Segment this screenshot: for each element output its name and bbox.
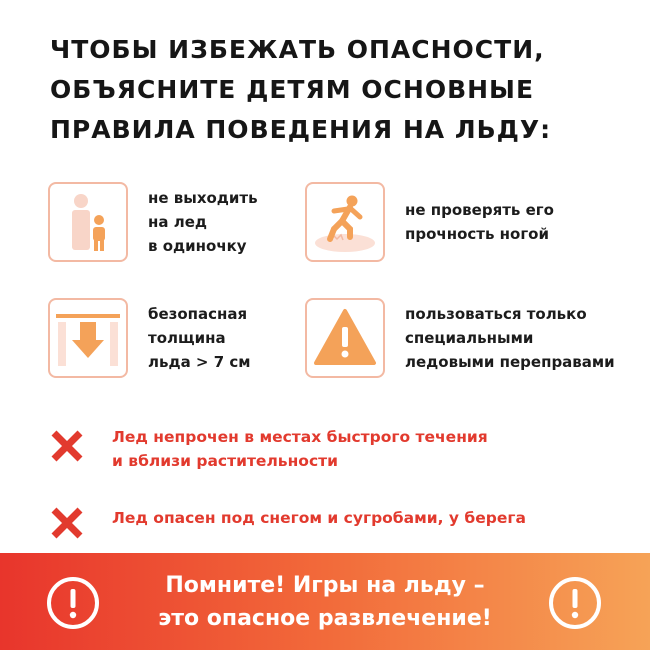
title-line-1: ЧТОБЫ ИЗБЕЖАТЬ ОПАСНОСТИ, — [50, 35, 545, 64]
exclamation-circle-icon — [46, 576, 100, 630]
title-line-3: ПРАВИЛА ПОВЕДЕНИЯ НА ЛЬДУ: — [50, 115, 552, 144]
warning-text: Лед непрочен в местах быстрого течения и вблизи растительности — [112, 428, 488, 470]
cross-icon — [50, 506, 84, 540]
rule-text: не проверять его прочность ногой — [405, 201, 554, 243]
rule-ice-thickness — [48, 298, 251, 378]
rule-icon-box — [305, 298, 385, 378]
cross-icon — [50, 429, 84, 463]
rule-icon-box — [305, 182, 385, 262]
page-title — [50, 30, 610, 150]
warning-under-snow — [50, 502, 526, 540]
reminder-banner — [0, 553, 650, 650]
exclamation-circle-icon — [548, 576, 602, 630]
rule-icon-box — [48, 298, 128, 378]
warning-text: Лед опасен под снегом и сугробами, у берега — [112, 509, 526, 527]
rule-text: не выходить на лед в одиночку — [148, 189, 258, 255]
rule-no-foot-test — [305, 182, 554, 262]
rule-special-crossings — [305, 298, 615, 378]
ice-foot-test-icon — [310, 187, 380, 257]
warning-fast-current — [50, 425, 488, 473]
rule-text: пользоваться только специальными ледовыми переправами — [405, 305, 615, 371]
rule-text: безопасная толщина льда > 7 см — [148, 305, 251, 371]
ice-thickness-icon — [50, 300, 126, 376]
rule-icon-box — [48, 182, 128, 262]
title-line-2: ОБЪЯСНИТЕ ДЕТЯМ ОСНОВНЫЕ — [50, 75, 535, 104]
banner-text: Помните! Игры на льду – это опасное развлечение! — [158, 573, 492, 631]
adult-child-icon — [53, 187, 123, 257]
rule-not-alone — [48, 182, 258, 262]
warning-triangle-icon — [310, 303, 380, 373]
